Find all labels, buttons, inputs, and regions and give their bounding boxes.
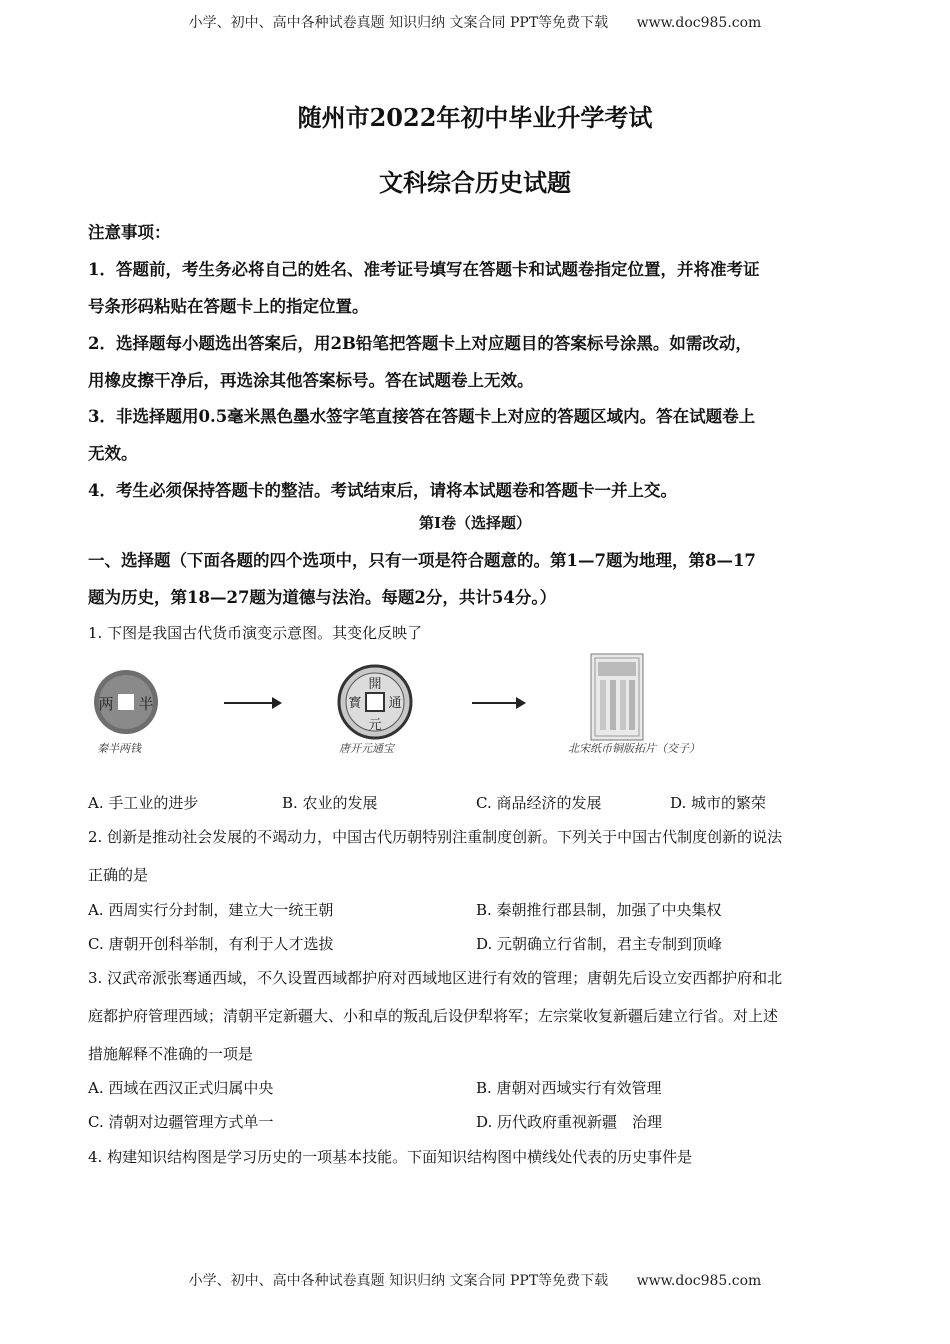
coin2-char: 元 [368, 718, 382, 733]
q2-option-b: B. 秦朝推行郡县制，加强了中央集权 [476, 901, 722, 919]
figure-caption: 秦半两钱 [97, 742, 141, 755]
arrow-icon [472, 702, 524, 704]
exam-subtitle: 文科综合历史试题 [379, 168, 571, 197]
exam-title: 随州市2022年初中毕业升学考试 [297, 103, 653, 132]
q3-option-c: C. 清朝对边疆管理方式单一 [88, 1113, 274, 1131]
jiaozi-rubbing [591, 654, 643, 740]
q2-option-c: C. 唐朝开创科举制，有利于人才选拔 [88, 935, 334, 953]
q2-stem: 2. 创新是推动社会发展的不竭动力，中国古代历朝特别注重制度创新。下列关于中国古代制度创新的说法 [88, 828, 783, 846]
page-footer [0, 1270, 950, 1290]
q2-option-d: D. 元朝确立行省制，君主专制到顶峰 [476, 935, 723, 953]
q3-option-a: A. 西域在西汉正式归属中央 [88, 1079, 274, 1097]
tang-kaiyuan-coin [339, 666, 411, 738]
figure-caption: 北宋纸币铜版拓片（交子） [568, 742, 700, 755]
qin-banliang-coin [94, 670, 158, 734]
q4-stem: 4. 构建知识结构图是学习历史的一项基本技能。下面知识结构图中横线处代表的历史事件是 [88, 1148, 693, 1166]
coin2-char: 通 [388, 696, 402, 711]
q3-option-d: D. 历代政府重视新疆 治理 [476, 1113, 663, 1131]
q1-option-a: A. 手工业的进步 [88, 794, 199, 812]
q3-option-b: B. 唐朝对西域实行有效管理 [476, 1079, 662, 1097]
coin1-char: 两 [98, 695, 114, 713]
footer-site[interactable]: www.doc985.com [636, 1273, 762, 1289]
notice-line: 4．考生必须保持答题卡的整洁。考试结束后，请将本试题卷和答题卡一并上交。 [88, 481, 677, 500]
section-title: 第I卷（选择题） [418, 514, 532, 532]
notice-heading: 注意事项： [88, 223, 171, 242]
q1-stem: 1. 下图是我国古代货币演变示意图。其变化反映了 [88, 624, 423, 642]
page-header [0, 12, 950, 32]
q1-option-c: C. 商品经济的发展 [476, 794, 602, 812]
header-site[interactable]: www.doc985.com [636, 15, 762, 31]
notice-line: 1．答题前，考生务必将自己的姓名、准考证号填写在答题卡和试题卷指定位置，并将准考证 [88, 260, 760, 279]
q3-stem-cont: 措施解释不准确的一项是 [88, 1045, 254, 1063]
arrow-icon [224, 702, 280, 704]
q2-option-a: A. 西周实行分封制，建立大一统王朝 [88, 901, 334, 919]
notice-line: 2．选择题每小题选出答案后，用2B铅笔把答题卡上对应题目的答案标号涂黑。如需改动， [88, 334, 752, 353]
currency-evolution-figure [88, 648, 868, 768]
section-instructions: 一、选择题（下面各题的四个选项中，只有一项是符合题意的。第1—7题为地理，第8—17 [88, 551, 756, 570]
notice-line: 用橡皮擦干净后，再选涂其他答案标号。答在试题卷上无效。 [88, 371, 534, 390]
figure-caption: 唐开元通宝 [339, 742, 394, 755]
header-text: 小学、初中、高中各种试卷真题 知识归纳 文案合同 PPT等免费下载 [188, 15, 609, 31]
notice-line: 无效。 [88, 444, 138, 463]
q1-option-d: D. 城市的繁荣 [670, 794, 767, 812]
q2-stem-cont: 正确的是 [88, 866, 149, 884]
section-instructions-cont: 题为历史，第18—27题为道德与法治。每题2分，共计54分。） [88, 588, 557, 607]
coin2-char: 開 [368, 677, 382, 692]
q1-option-b: B. 农业的发展 [282, 794, 378, 812]
q3-stem: 3. 汉武帝派张骞通西域，不久设置西域都护府对西域地区进行有效的管理；唐朝先后设立安西都护府和北 [88, 969, 783, 987]
q3-stem-cont: 庭都护府管理西域；清朝平定新疆大、小和卓的叛乱后设伊犁将军；左宗棠收复新疆后建立行省。对上述 [88, 1007, 779, 1025]
coin2-char: 寳 [348, 696, 362, 711]
notice-line: 号条形码粘贴在答题卡上的指定位置。 [88, 297, 369, 316]
notice-line: 3．非选择题用0.5毫米黑色墨水签字笔直接答在答题卡上对应的答题区域内。答在试题卷上 [88, 407, 756, 426]
footer-text: 小学、初中、高中各种试卷真题 知识归纳 文案合同 PPT等免费下载 [188, 1273, 609, 1289]
coin1-char: 半 [138, 695, 154, 713]
